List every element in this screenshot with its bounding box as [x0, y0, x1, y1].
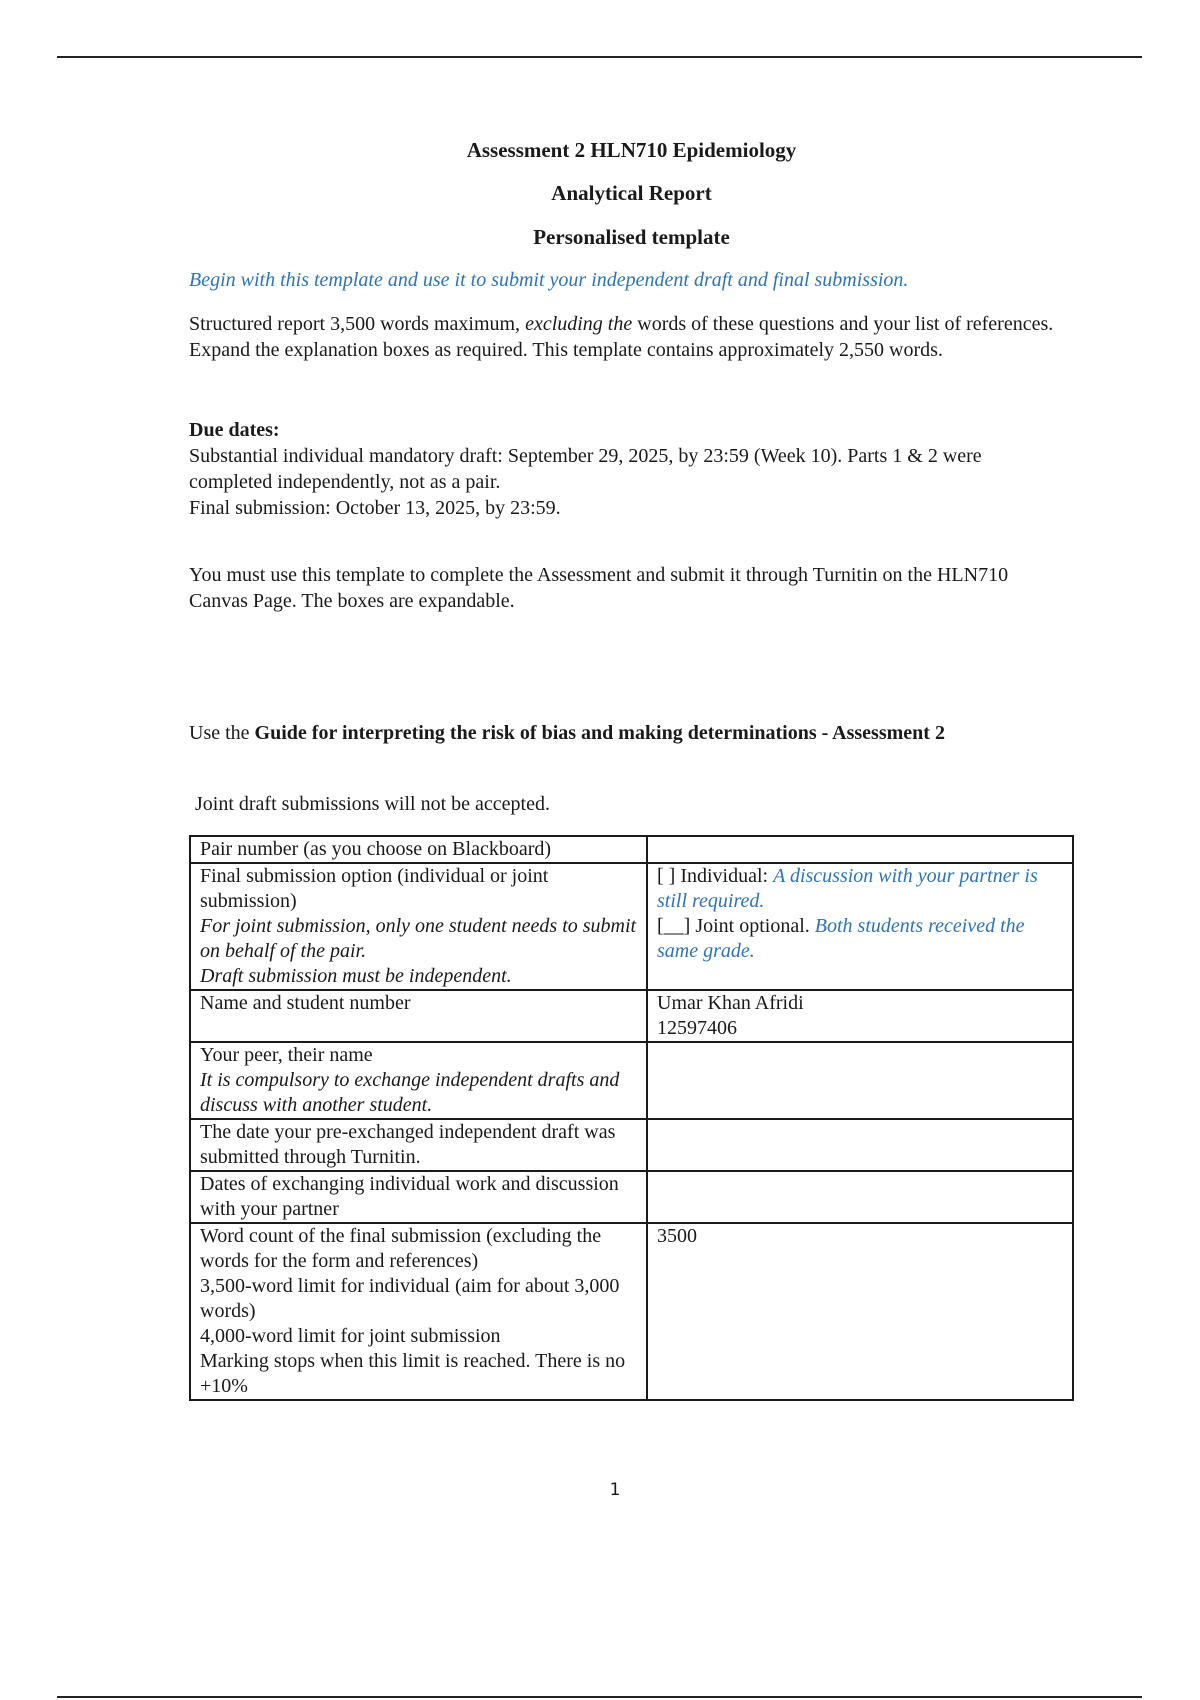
exchange-dates-label: Dates of exchanging individual work and discussion with your partner	[190, 1171, 647, 1223]
peer-name-field[interactable]	[647, 1042, 1073, 1119]
due-dates-section	[189, 417, 1059, 521]
table-row	[190, 1171, 1073, 1223]
option-individual[interactable]	[657, 864, 1063, 914]
marking-stop-note: Marking stops when this limit is reached. There is no +10%	[200, 1350, 626, 1397]
individual-note: A discussion with your partner is still required.	[657, 865, 1038, 912]
peer-note: It is compulsory to exchange independent drafts and discuss with another student.	[200, 1069, 620, 1116]
individual-checkbox[interactable]: [ ]	[657, 865, 676, 887]
submission-option-label: Final submission option (individual or joint submission)	[200, 865, 549, 912]
joint-label: Joint optional.	[690, 915, 815, 937]
student-number: 12597406	[657, 1017, 737, 1039]
word-limit-part3: words of these questions and your list of references. Expand the explanation boxes as required. This template contains approximately 2,550 words.	[189, 313, 1054, 361]
joint-checkbox[interactable]: [__]	[657, 915, 691, 937]
pair-number-label: Pair number (as you choose on Blackboard)	[190, 836, 647, 863]
draft-date-label: The date your pre-exchanged independent draft was submitted through Turnitin.	[190, 1119, 647, 1171]
word-count-field[interactable]: 3500	[647, 1223, 1073, 1400]
exchange-dates-field[interactable]	[647, 1171, 1073, 1223]
peer-label-cell	[190, 1042, 647, 1119]
table-row	[190, 863, 1073, 990]
final-due-date: Final submission: October 13, 2025, by 23:59.	[189, 497, 561, 519]
footer-rule	[57, 1696, 1142, 1698]
submission-option-field	[647, 863, 1073, 990]
word-limit-paragraph	[189, 311, 1059, 363]
guide-prefix: Use the	[189, 722, 255, 744]
page-number: 1	[609, 1480, 621, 1500]
name-label: Name and student number	[190, 990, 647, 1042]
header-rule	[57, 56, 1142, 58]
draft-date-field[interactable]	[647, 1119, 1073, 1171]
joint-limit-note: 4,000-word limit for joint submission	[200, 1325, 501, 1347]
word-count-label: Word count of the final submission (excluding the words for the form and references)	[200, 1225, 602, 1272]
template-instruction: You must use this template to complete the Assessment and submit it through Turnitin on the HLN710 Canvas Page. The boxes are expandable.	[189, 564, 1009, 612]
template-label: Personalised template	[533, 225, 730, 249]
word-limit-emphasis: excluding the	[525, 313, 633, 335]
name-field[interactable]	[647, 990, 1073, 1042]
option-joint[interactable]	[657, 914, 1063, 964]
document-title: Assessment 2 HLN710 Epidemiology	[466, 138, 797, 162]
draft-independent-note: Draft submission must be independent.	[200, 965, 512, 987]
table-row	[190, 1223, 1073, 1400]
table-row	[190, 836, 1073, 863]
word-count-label-cell	[190, 1223, 647, 1400]
joint-note: Both students received the same grade.	[657, 915, 1025, 962]
peer-label: Your peer, their name	[200, 1044, 373, 1066]
document-subtitle: Analytical Report	[551, 181, 712, 205]
due-dates-heading: Due dates:	[189, 419, 280, 441]
guide-title: Guide for interpreting the risk of bias and making determinations - Assessment 2	[254, 722, 945, 744]
draft-due-date: Substantial individual mandatory draft: September 29, 2025, by 23:59 (Week 10). Parts 1 & 2 were completed independently, not as a pair.	[189, 445, 982, 493]
joint-submission-note: For joint submission, only one student needs to submit on behalf of the pair.	[200, 915, 637, 962]
table-row	[190, 990, 1073, 1042]
submission-option-label-cell	[190, 863, 647, 990]
pair-number-field[interactable]	[647, 836, 1073, 863]
table-row	[190, 1119, 1073, 1171]
guide-reference	[189, 720, 1059, 746]
word-limit-part1: Structured report 3,500 words maximum,	[189, 313, 526, 335]
submission-form-table	[189, 835, 1074, 1401]
individual-limit-note: 3,500-word limit for individual (aim for about 3,000 words)	[200, 1275, 620, 1322]
individual-label: Individual:	[675, 865, 774, 887]
student-name: Umar Khan Afridi	[657, 992, 804, 1014]
intro-instruction: Begin with this template and use it to submit your independent draft and final submission.	[189, 269, 909, 291]
joint-draft-note: Joint draft submissions will not be accepted.	[195, 793, 550, 815]
table-row	[190, 1042, 1073, 1119]
